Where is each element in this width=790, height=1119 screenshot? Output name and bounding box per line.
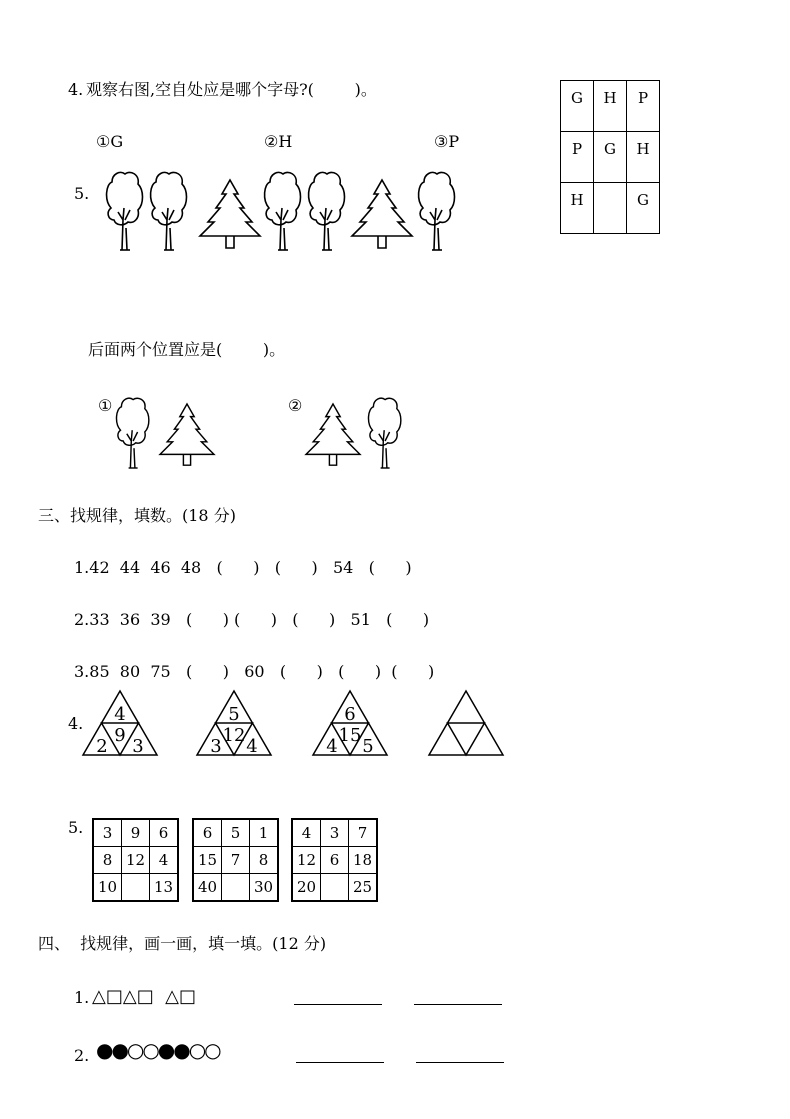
triangle-left: 3 [210, 736, 222, 757]
sq-cell: 5 [222, 819, 250, 847]
grid-cell: H [627, 132, 660, 183]
pine-tree-icon [352, 180, 414, 250]
pine-tree-icon [200, 180, 262, 250]
q5-option-2-label: ② [288, 396, 303, 415]
triangle-middle: 15 [338, 725, 362, 746]
sq-cell: 4 [150, 847, 179, 874]
round-tree-icon [418, 170, 458, 252]
triangle-right: 3 [132, 736, 144, 757]
round-tree-icon [368, 396, 408, 478]
triangle-top: 6 [344, 704, 356, 725]
triangle-right: 5 [362, 736, 374, 757]
q5-number: 5. [74, 184, 90, 203]
q4-option-1: ①G [96, 132, 124, 151]
sq-cell-blank [122, 874, 150, 902]
answer-blank[interactable] [416, 1062, 504, 1063]
sq-cell-blank [222, 874, 250, 902]
pine-tree-icon [306, 404, 368, 474]
round-tree-icon [308, 170, 348, 252]
sq-cell: 1 [250, 819, 279, 847]
sequence-row-1: 1.42 44 46 48 ( ) ( ) 54 ( ) [74, 558, 412, 577]
q4-option-3: ③P [434, 132, 460, 151]
triangle-left: 2 [96, 736, 108, 757]
round-tree-icon [264, 170, 304, 252]
grid-cell: H [594, 81, 627, 132]
number-square [192, 818, 279, 902]
triangle-label: 4. [68, 714, 84, 733]
number-square [92, 818, 179, 902]
triangle-middle: 12 [222, 725, 246, 746]
round-tree-icon [106, 170, 146, 252]
answer-blank[interactable] [294, 1004, 382, 1005]
sq-cell: 12 [122, 847, 150, 874]
q4-question: 观察右图,空自处应是哪个字母?( )。 [86, 80, 377, 99]
sq-cell: 15 [193, 847, 222, 874]
pattern-row-1-number: 1. [74, 988, 90, 1007]
number-triangle [82, 690, 158, 756]
sq-cell: 25 [349, 874, 378, 902]
sq-cell: 8 [250, 847, 279, 874]
grid-cell: H [561, 183, 594, 234]
number-triangle [196, 690, 272, 756]
sq-cell: 18 [349, 847, 378, 874]
round-tree-icon [116, 396, 156, 478]
q5-follow-question: 后面两个位置应是( )。 [88, 340, 286, 359]
section-3-title: 三、找规律，填数。(18 分) [38, 506, 236, 525]
pattern-row-2-shapes: ●●○○●●○○ [96, 1038, 220, 1062]
sq-cell: 4 [292, 819, 321, 847]
sq-cell: 7 [222, 847, 250, 874]
answer-blank[interactable] [414, 1004, 502, 1005]
q4-letter-grid [560, 80, 660, 234]
grid-cell-blank [594, 183, 627, 234]
sq-cell: 9 [122, 819, 150, 847]
answer-blank[interactable] [296, 1062, 384, 1063]
sequence-row-3: 3.85 80 75 ( ) 60 ( ) ( ) ( ) [74, 662, 435, 681]
pattern-row-2-number: 2. [74, 1046, 90, 1065]
square-label: 5. [68, 818, 84, 837]
number-square [291, 818, 378, 902]
sq-cell: 6 [321, 847, 349, 874]
triangle-middle: 9 [114, 725, 126, 746]
q4-number: 4. [68, 80, 84, 99]
grid-cell: P [627, 81, 660, 132]
triangle-left: 4 [326, 736, 338, 757]
triangle-top: 4 [114, 704, 126, 725]
round-tree-icon [150, 170, 190, 252]
sq-cell: 12 [292, 847, 321, 874]
sq-cell: 8 [93, 847, 122, 874]
grid-cell: P [561, 132, 594, 183]
sq-cell: 30 [250, 874, 279, 902]
grid-cell: G [561, 81, 594, 132]
q4-option-2: ②H [264, 132, 293, 151]
sequence-row-2: 2.33 36 39 ( ) ( ) ( ) 51 ( ) [74, 610, 430, 629]
sq-cell: 3 [93, 819, 122, 847]
sq-cell: 6 [193, 819, 222, 847]
sq-cell: 20 [292, 874, 321, 902]
triangle-top: 5 [228, 704, 240, 725]
sq-cell: 6 [150, 819, 179, 847]
pattern-row-1-shapes: △□△□ △□ [92, 986, 196, 1007]
number-triangle [312, 690, 388, 756]
sq-cell: 13 [150, 874, 179, 902]
sq-cell: 10 [93, 874, 122, 902]
sq-cell: 40 [193, 874, 222, 902]
grid-cell: G [594, 132, 627, 183]
section-4-title: 四、 找规律，画一画，填一填。(12 分) [38, 934, 327, 953]
q5-option-1-label: ① [98, 396, 113, 415]
sq-cell: 7 [349, 819, 378, 847]
grid-cell: G [627, 183, 660, 234]
sq-cell-blank [321, 874, 349, 902]
sq-cell: 3 [321, 819, 349, 847]
triangle-right: 4 [246, 736, 258, 757]
pine-tree-icon [160, 404, 222, 474]
blank-triangle [428, 690, 504, 756]
